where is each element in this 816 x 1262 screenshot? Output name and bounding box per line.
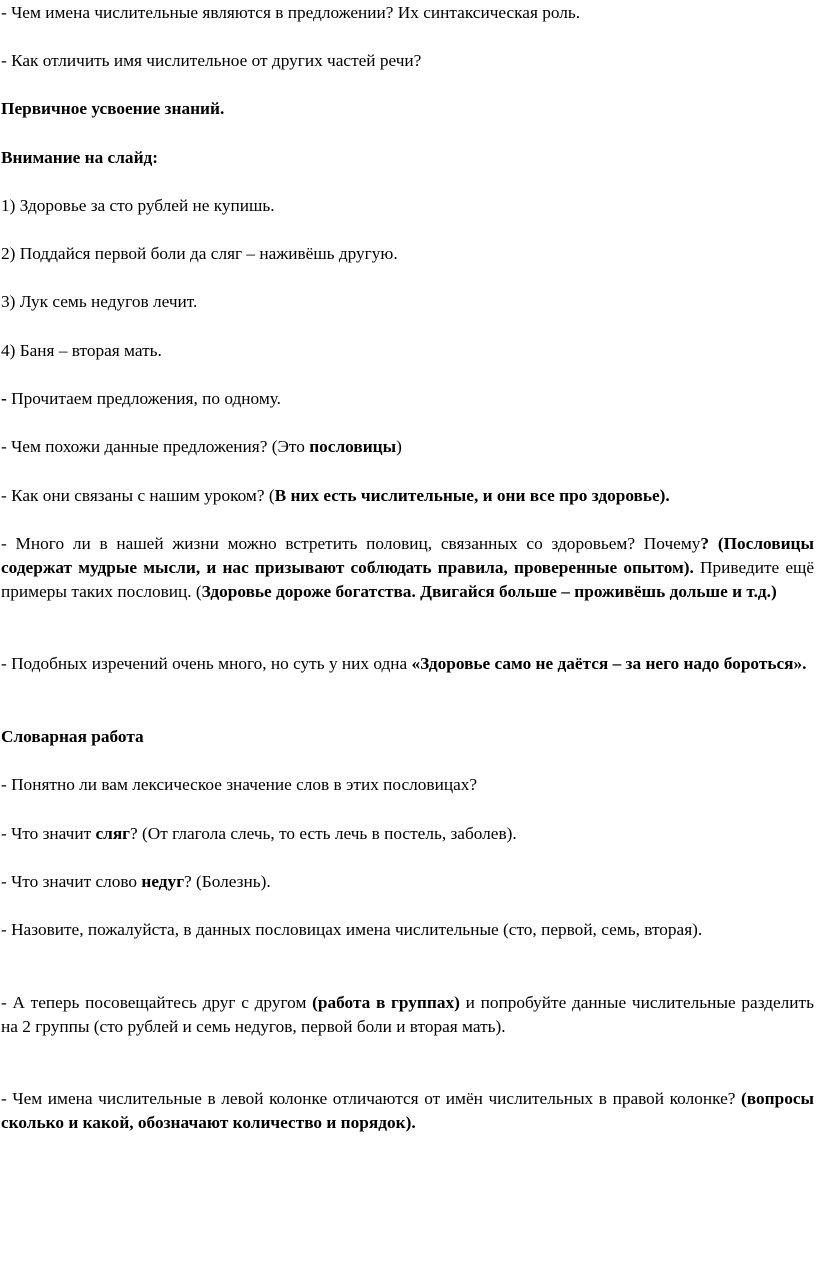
related-text: - Как они связаны с нашим уроком? ( — [1, 486, 275, 505]
heading-attention-slide — [1, 146, 814, 170]
paragraph-read — [1, 387, 814, 411]
similar-text: - Чем похожи данные предложения? (Это — [1, 437, 310, 456]
proverb-2: 2) Поддайся первой боли да сляг – наживёшь другую. — [1, 244, 398, 263]
read-dash: - — [1, 389, 7, 408]
groups-rest: и попробуйте данные числительные разделить на 2 группы (сто рублей и семь недугов, первой боли и вторая мать). — [1, 993, 814, 1036]
many-prompt: Приведите ещё примеры таких пословиц. ( — [1, 558, 815, 601]
slyag-word: сляг — [95, 824, 131, 843]
many-text: - Много ли в нашей жизни можно встретить половиц, связанных со здоровьем? Почему — [1, 534, 701, 553]
similar-sayings-quote: «Здоровье само не даётся – за него надо бороться». — [411, 654, 807, 673]
similar-close: ) — [396, 437, 402, 456]
nedug-answer: ? (Болезнь). — [184, 872, 271, 891]
heading-vocabulary-work — [1, 725, 814, 749]
groups-bold: (работа в группах) — [312, 993, 460, 1012]
paragraph-similar-sayings — [1, 652, 814, 676]
heading-attention-slide-text: Внимание на слайд: — [1, 148, 159, 167]
nedug-word: недуг — [141, 872, 185, 891]
paragraph-name-numerals: - Назовите, пожалуйста, в данных пословицах имена числительные (сто, первой, семь, вторая). — [1, 920, 703, 939]
paragraph-lexical: - Понятно ли вам лексическое значение слов в этих пословицах? — [1, 775, 478, 794]
groups-text: - А теперь посовещайтесь друг с другом — [1, 993, 313, 1012]
paragraph-question-syntax-role: - Чем имена числительные являются в предложении? Их синтаксическая роль. — [1, 3, 581, 22]
paragraph-slyag — [1, 822, 814, 846]
heading-primary-learning — [1, 97, 814, 121]
heading-vocabulary-work-text: Словарная работа — [1, 727, 144, 746]
nedug-text: - Что значит слово — [1, 872, 142, 891]
heading-primary-learning-text: Первичное усвоение знаний. — [1, 99, 225, 118]
difference-answer: (вопросы сколько и какой, обозначают количество и порядок). — [1, 1089, 814, 1132]
similar-sayings-text: - Подобных изречений очень много, но суть у них одна — [1, 654, 412, 673]
read-text: Прочитаем предложения, по одному. — [6, 389, 281, 408]
paragraph-groups — [1, 991, 814, 1039]
slyag-answer: ? (От глагола слечь, то есть лечь в постель, заболев). — [130, 824, 517, 843]
slyag-text: - Что значит — [1, 824, 96, 843]
paragraph-similar — [1, 435, 814, 459]
related-answer: В них есть числительные, и они все про здоровье). — [274, 486, 670, 505]
similar-answer: пословицы — [309, 437, 397, 456]
difference-text: - Чем имена числительные в левой колонке отличаются от имён числительных в правой колонке? — [1, 1089, 742, 1108]
proverb-3: 3) Лук семь недугов лечит. — [1, 292, 198, 311]
paragraph-question-distinguish: - Как отличить имя числительное от других частей речи? — [1, 51, 422, 70]
many-examples: Здоровье дороже богатства. Двигайся больше – проживёшь дольше и т.д.) — [201, 582, 777, 601]
paragraph-difference — [1, 1087, 814, 1135]
proverb-4: 4) Баня – вторая мать. — [1, 341, 162, 360]
paragraph-many-proverbs — [1, 532, 814, 604]
paragraph-nedug — [1, 870, 814, 894]
proverb-1: 1) Здоровье за сто рублей не купишь. — [1, 196, 275, 215]
paragraph-related — [1, 484, 814, 508]
many-answer: ? (Пословицы содержат мудрые мысли, и нас призывают соблюдать правила, проверенные опытом). — [1, 534, 814, 577]
